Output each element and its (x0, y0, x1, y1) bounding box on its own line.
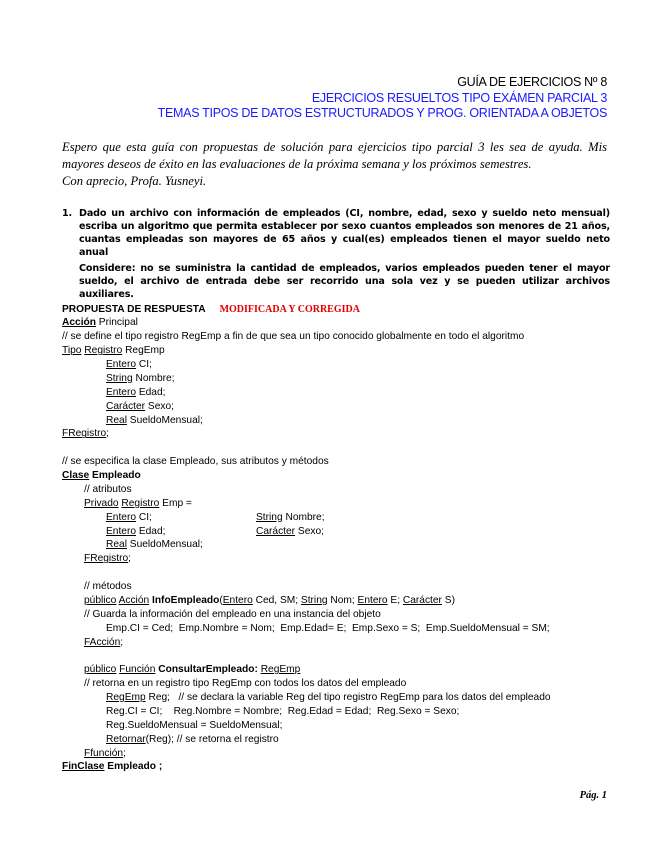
code-text: RegEmp (122, 345, 165, 357)
keyword: Entero (357, 594, 388, 606)
code-text: Nombre; (132, 372, 175, 384)
keyword: FRegistro (62, 428, 107, 440)
keyword: Entero (106, 525, 137, 537)
code-line (62, 525, 622, 539)
code-text: ; (106, 428, 110, 440)
exercise-number: 1. (62, 207, 73, 219)
code-line (62, 538, 622, 552)
code-comment: // se especifica la clase Empleado, sus atributos y métodos (62, 456, 329, 468)
code-text: Emp = (159, 497, 192, 509)
class-name: Empleado ; (104, 761, 163, 773)
keyword: Acción (62, 317, 96, 329)
keyword: Carácter (256, 525, 296, 537)
code-text: S) (441, 594, 455, 606)
code-comment: // Guarda la información del empleado en una instancia del objeto (84, 608, 381, 620)
keyword: FRegistro (84, 553, 129, 565)
keyword: String (300, 594, 328, 606)
code-comment: // atributos (84, 483, 132, 495)
code-line: Emp.CI = Ced; Emp.Nombre = Nom; Emp.Edad= E; Emp.Sexo = S; Emp.SueldoMensual = SM; (106, 622, 550, 634)
code-line (62, 760, 622, 774)
keyword: Acción (118, 594, 150, 606)
code-text: Edad; (136, 386, 166, 398)
code-text: CI; (136, 359, 152, 371)
keyword: Registro (84, 345, 123, 357)
code-comment: // métodos (84, 581, 132, 593)
keyword: RegEmp (260, 664, 301, 676)
exercise-considerations: Considere: no se suministra la cantidad de empleados, varios empleados pueden tener el mayor sueldo, el archivo de entrada debe ser recorrido una sola vez y se pueden utilizar archivos auxiliares. (79, 262, 610, 301)
code-line (62, 372, 622, 386)
code-text: Ced, SM; (252, 594, 301, 606)
code-line (62, 469, 622, 483)
keyword: público (84, 664, 117, 676)
method-name: InfoEmpleado (152, 594, 220, 606)
code-line: Reg.CI = CI; Reg.Nombre = Nombre; Reg.Edad = Edad; Reg.Sexo = Sexo; (106, 705, 460, 717)
method-name: ConsultarEmpleado (158, 664, 255, 676)
intro-signature: Con aprecio, Profa. Yusneyi. (62, 174, 207, 188)
guide-title: GUÍA DE EJERCICIOS Nº 8 (457, 75, 607, 89)
keyword: Entero (106, 386, 137, 398)
class-name: Empleado (89, 470, 141, 482)
code-line (62, 636, 622, 650)
keyword: Carácter (106, 400, 146, 412)
exercise-1 (62, 207, 610, 302)
keyword: Entero (222, 594, 253, 606)
code-text: Sexo; (145, 400, 174, 412)
page-number: Pág. 1 (579, 790, 607, 801)
code-comment: // se define el tipo registro RegEmp a fin de que sea un tipo conocido globalmente en todo el algoritmo (62, 331, 525, 343)
keyword: String (256, 511, 283, 523)
keyword: Real (106, 414, 127, 426)
code-text: ; (120, 636, 124, 648)
blank-line (62, 649, 622, 663)
code-text: SueldoMensual; (126, 414, 203, 426)
guide-topics: TEMAS TIPOS DE DATOS ESTRUCTURADOS Y PROG. ORIENTADA A OBJETOS (157, 106, 607, 120)
code-text: : (254, 664, 261, 676)
keyword: Entero (106, 511, 137, 523)
intro-paragraph: Espero que esta guía con propuestas de solución para ejercicios tipo parcial 3 les sea de ayuda. Mis mayores deseos de éxito en las evaluaciones de la próxima semana y los próximos semestres. (62, 140, 607, 171)
blank-line (62, 441, 622, 455)
code-text: ; (123, 747, 126, 759)
keyword: Privado (84, 497, 119, 509)
code-line (62, 414, 622, 428)
code-line (62, 386, 622, 400)
keyword: RegEmp (106, 692, 146, 704)
code-line (62, 427, 622, 441)
code-line (62, 691, 622, 705)
keyword: Clase (62, 470, 90, 482)
code-line (62, 497, 622, 511)
keyword: Carácter (402, 594, 442, 606)
keyword: Entero (106, 359, 137, 371)
code-text: CI; (136, 511, 152, 523)
code-line (62, 511, 622, 525)
code-line (62, 733, 622, 747)
code-text: ; (128, 553, 132, 565)
code-text: Nombre; (282, 511, 325, 523)
code-line (62, 316, 622, 330)
code-text: Reg; // se declara la variable Reg del tipo registro RegEmp para los datos del empleado (145, 692, 551, 704)
code-line (62, 358, 622, 372)
code-line (62, 344, 622, 358)
keyword: Función (119, 664, 156, 676)
code-text: Sexo; (295, 525, 324, 537)
exercise-statement: Dado un archivo con información de empleados (CI, nombre, edad, sexo y sueldo neto mensual) escriba un algoritmo que permita establecer por sexo cuantos empleados son menores de 21 años, cuantas empleadas son mayores de 65 años y cual(es) empleados tienen el mayor sueldo neto anual (79, 207, 610, 259)
keyword: FinClase (62, 761, 105, 773)
code-line (62, 552, 622, 566)
blank-line (62, 566, 622, 580)
keyword: String (106, 372, 133, 384)
document-body (62, 139, 622, 774)
guide-subtitle: EJERCICIOS RESUELTOS TIPO EXÁMEN PARCIAL 3 (311, 91, 607, 105)
keyword: Real (106, 539, 127, 551)
keyword: Tipo (62, 345, 82, 357)
code-text: SueldoMensual; (126, 539, 203, 551)
code-text: E; (387, 594, 403, 606)
keyword: Retornar (106, 733, 146, 745)
code-text: Nom; (327, 594, 358, 606)
answer-label: PROPUESTA DE RESPUESTA (62, 303, 206, 315)
answer-heading (62, 303, 622, 317)
code-text: (Reg); // se retorna el registro (145, 733, 279, 745)
code-line (62, 594, 622, 608)
pseudocode-block (62, 303, 622, 775)
code-line (62, 747, 622, 761)
keyword: Registro (121, 497, 160, 509)
modified-badge: MODIFICADA Y CORREGIDA (219, 303, 360, 315)
code-line (62, 663, 622, 677)
code-comment: // retorna en un registro tipo RegEmp con todos los datos del empleado (84, 678, 407, 690)
code-text: ( (219, 594, 223, 606)
code-line: Reg.SueldoMensual = SueldoMensual; (106, 719, 283, 731)
keyword: Ffunción (84, 747, 124, 759)
keyword: público (84, 594, 117, 606)
keyword: FAcción (84, 636, 121, 648)
code-line (62, 400, 622, 414)
code-text: Principal (95, 317, 138, 329)
code-text: Edad; (136, 525, 166, 537)
